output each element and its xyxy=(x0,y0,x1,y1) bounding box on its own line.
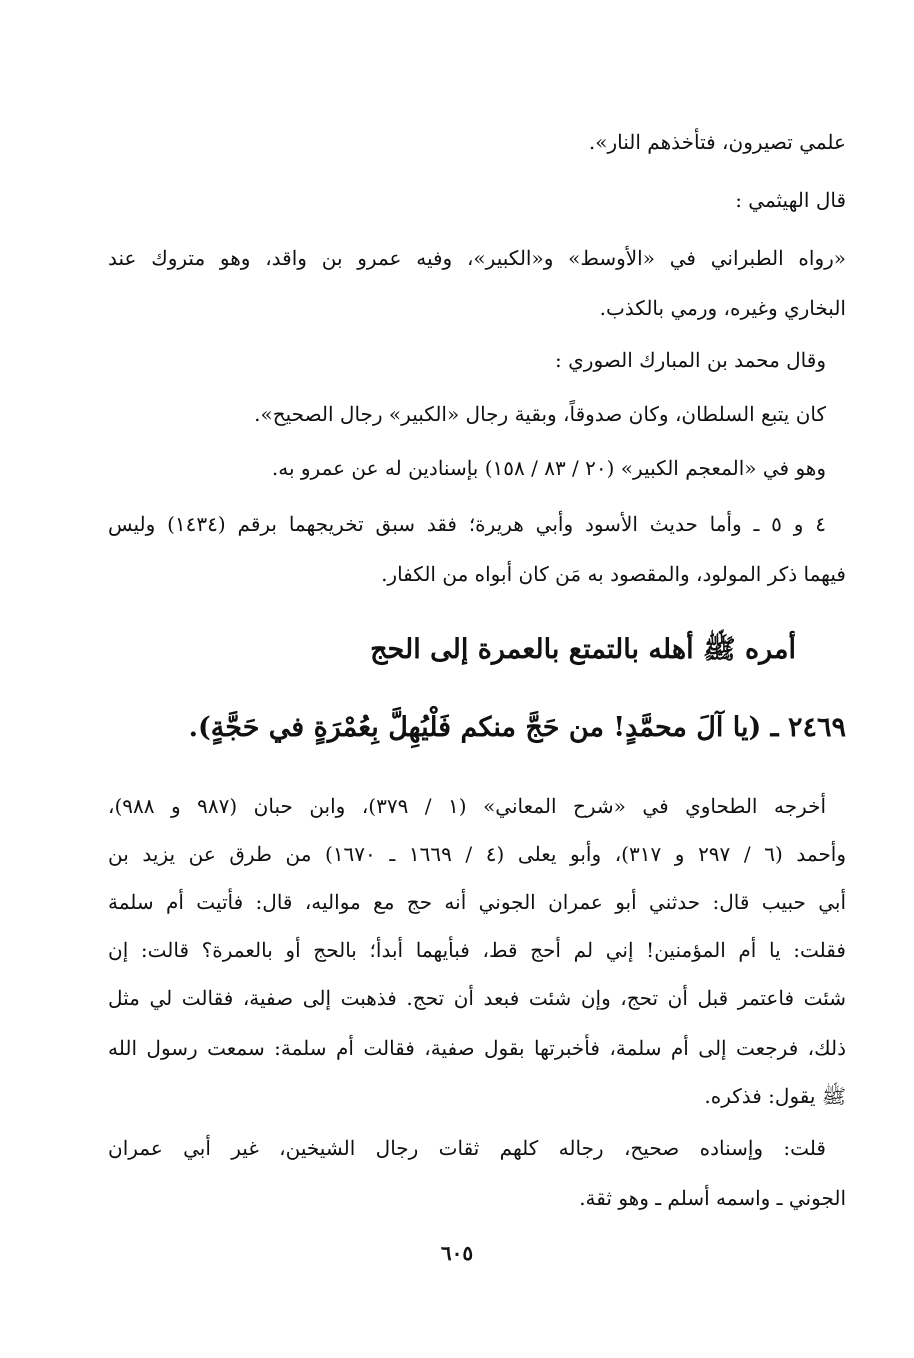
conclusion-line: الجوني ـ واسمه أسلم ـ وهو ثقة. xyxy=(579,1186,846,1210)
text-line: وقال محمد بن المبارك الصوري : xyxy=(555,348,826,372)
text-line: وهو في «المعجم الكبير» (٢٠ / ٨٣ / ١٥٨) بإسنادين له عن عمرو به. xyxy=(271,456,826,480)
chapter-title: أمره ﷺ أهله بالتمتع بالعمرة إلى الحج xyxy=(370,634,796,665)
takhrij-line: وأحمد (٦ / ٢٩٧ و ٣١٧)، وأبو يعلى (٤ / ١٦٦٩ ـ ١٦٧٠) من طرق عن يزيد بن xyxy=(108,842,846,866)
conclusion-line: قلت: وإسناده صحيح، رجاله كلهم ثقات رجال الشيخين، غير أبي عمران xyxy=(108,1136,826,1160)
takhrij-line: أبي حبيب قال: حدثني أبو عمران الجوني أنه حج مع مواليه، قال: فأتيت أم سلمة xyxy=(108,890,846,914)
text-line: «رواه الطبراني في «الأوسط» و«الكبير»، وفيه عمرو بن واقد، وهو متروك عند xyxy=(108,246,846,270)
takhrij-line: ﷺ يقول: فذكره. xyxy=(704,1084,846,1108)
page-number: ٦٠٥ xyxy=(440,1241,474,1265)
text-line: البخاري وغيره، ورمي بالكذب. xyxy=(599,296,846,320)
text-line: فيهما ذكر المولود، والمقصود به مَن كان أبواه من الكفار. xyxy=(381,562,846,586)
text-line: علمي تصيرون، فتأخذهم النار». xyxy=(588,130,846,154)
takhrij-line: شئت فاعتمر قبل أن تحج، وإن شئت فبعد أن تحج. فذهبت إلى صفية، فقالت لي مثل xyxy=(108,986,846,1010)
takhrij-line: أخرجه الطحاوي في «شرح المعاني» (١ / ٣٧٩)، وابن حبان (٩٨٧ و ٩٨٨)، xyxy=(108,794,826,818)
text-line: ٤ و ٥ ـ وأما حديث الأسود وأبي هريرة؛ فقد سبق تخريجهما برقم (١٤٣٤) وليس xyxy=(108,512,826,536)
hadith-text: ٢٤٦٩ ـ (يا آلَ محمَّدٍ! من حَجَّ منكم فَلْيُهِلَّ بِعُمْرَةٍ في حَجَّةٍ). xyxy=(188,712,846,743)
takhrij-line: فقلت: يا أم المؤمنين! إني لم أحج قط، فبأيهما أبدأ؛ بالحج أو بالعمرة؟ قالت: إن xyxy=(108,938,846,962)
text-line: قال الهيثمي : xyxy=(735,188,846,212)
takhrij-line: ذلك، فرجعت إلى أم سلمة، فأخبرتها بقول صفية، فقالت أم سلمة: سمعت رسول الله xyxy=(108,1036,846,1060)
text-line: كان يتبع السلطان، وكان صدوقاً، وبقية رجال «الكبير» رجال الصحيح». xyxy=(254,402,826,426)
